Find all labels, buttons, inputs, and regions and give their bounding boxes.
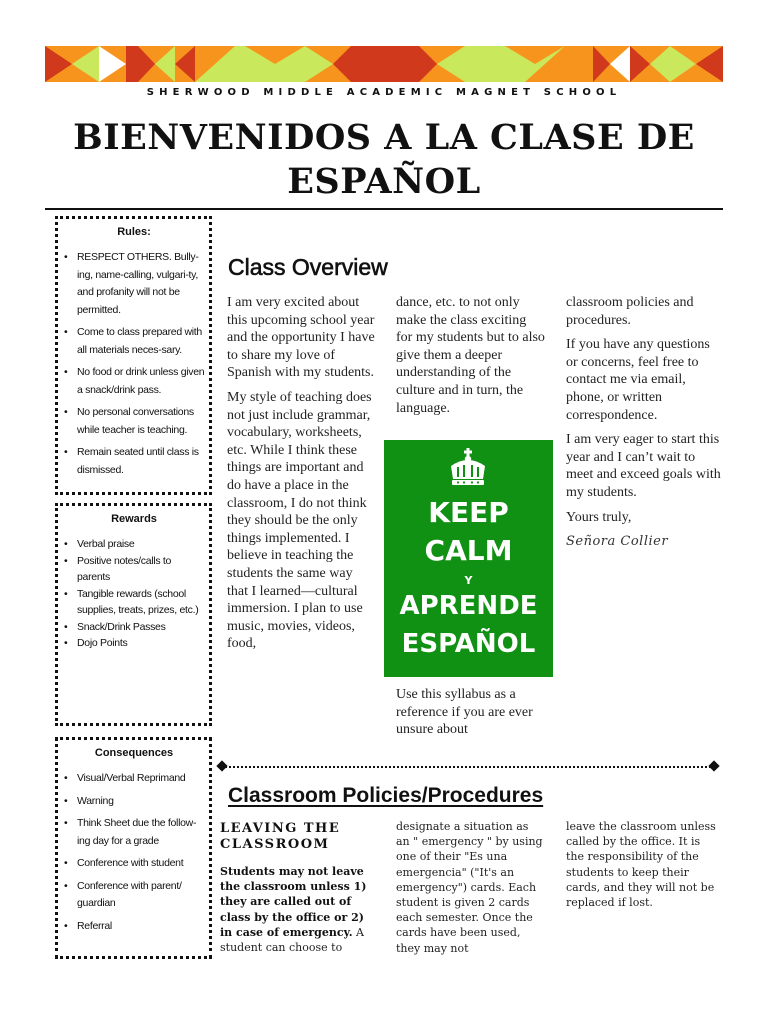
list-item: • Referral [63, 918, 205, 936]
overview-column-3 [566, 294, 722, 558]
overview-paragraph: My style of teaching does not just include grammar, vocabulary, worksheets, etc. While I think these things are important and do have a place in the classroom, I do not think they should be the only things implemented. I believe in teaching the students the same way that I learned—cultural immersion. I plan to use music, movies, videos, food, [227, 389, 372, 652]
policies-column-2: designate a situation as an " emergency " by using one of their "Es una emergencia" ("It's an emergency") cards. Each student is given 2 cards each semester. Once the cards have been used, they may not [396, 820, 543, 955]
list-item: • Warning [63, 793, 205, 811]
list-item: • Verbal praise [63, 536, 205, 553]
consequences-heading: Consequences [94, 747, 174, 759]
overview-paragraph: classroom policies and procedures. [566, 295, 694, 328]
rewards-heading: Rewards [111, 513, 157, 525]
list-item: • Snack/Drink Passes [63, 619, 205, 636]
rules-heading: Rules: [117, 226, 151, 238]
overview-paragraph: Yours truly, [566, 509, 632, 525]
list-item: • Conference with parent/ guardian [63, 878, 205, 913]
class-overview-heading: Class Overview [228, 254, 388, 280]
divider-diamond-right [708, 760, 719, 771]
school-name: SHERWOOD MIDDLE ACADEMIC MAGNET SCHOOL [146, 87, 622, 98]
list-item: • Visual/Verbal Reprimand [63, 770, 205, 788]
list-item: • Dojo Points [63, 635, 205, 652]
page-title [40, 116, 728, 204]
list-item: • Conference with student [63, 855, 205, 873]
policy-text: A student can choose to [220, 925, 364, 955]
crown-icon [448, 448, 488, 490]
section-divider [218, 766, 718, 768]
page-title-line-2: ESPAÑOL [287, 161, 481, 202]
overview-column-2 [396, 294, 546, 424]
keep-calm-poster [384, 440, 553, 677]
consequences-list [63, 770, 205, 935]
policies-column-3: leave the classroom unless called by the office. It is the responsibility of the students to keep their cards, and they will not be replaced if lost. [566, 820, 716, 910]
overview-column-1 [227, 294, 377, 660]
list-item: • No food or drink unless given a snack/drink pass. [63, 364, 205, 399]
list-item: • Remain seated until class is dismissed. [63, 444, 205, 479]
list-item: • Think Sheet due the follow-ing day for a grade [63, 815, 205, 850]
overview-column-2-bottom [396, 686, 546, 746]
overview-paragraph: If you have any questions or concerns, feel free to contact me via email, phone, or written correspondence. [566, 337, 710, 423]
list-item: • Tangible rewards (school supplies, treats, prizes, etc.) [63, 586, 205, 619]
overview-paragraph: dance, etc. to not only make the class exciting for my students but to also give them a deeper understanding of the culture and in turn, the language. [396, 295, 545, 416]
poster-line-y: Y [464, 574, 473, 587]
page-title-line-1: BIENVENIDOS A LA CLASE DE [73, 117, 695, 158]
rules-box [55, 216, 212, 495]
leaving-classroom-subheading: LEAVING THE CLASSROOM [220, 821, 341, 852]
poster-line-calm: CALM [424, 534, 513, 567]
list-item: • RESPECT OTHERS. Bully-ing, name-calling, vulgari-ty, and profanity will not be permitted. [63, 249, 205, 319]
poster-line-keep: KEEP [428, 496, 509, 529]
poster-line-espanol: ESPAÑOL [401, 629, 536, 659]
list-item: • Positive notes/calls to parents [63, 553, 205, 586]
poster-line-aprende: APRENDE [399, 591, 538, 621]
rewards-list [63, 536, 205, 652]
rewards-box [55, 503, 212, 726]
decorative-banner [45, 46, 723, 82]
overview-paragraph: Use this syllabus as a reference if you are ever unsure about [396, 687, 533, 738]
list-item: • Come to class prepared with all materials neces-sary. [63, 324, 205, 359]
title-divider [45, 208, 723, 210]
signature: Señora Collier [566, 534, 669, 550]
rules-list [63, 249, 205, 479]
overview-paragraph: I am very eager to start this year and I can’t wait to meet and exceed goals with my students. [566, 432, 721, 500]
policies-column-1 [220, 864, 372, 955]
list-item: • No personal conversations while teacher is teaching. [63, 404, 205, 439]
policy-emphasis: Students may not leave the classroom unless 1) they are called out of class by the office or 2) in case of emergency. [220, 865, 367, 939]
classroom-policies-heading: Classroom Policies/Procedures [228, 784, 544, 807]
consequences-box [55, 737, 212, 959]
overview-paragraph: I am very excited about this upcoming school year and the opportunity I have to share my love of Spanish with my students. [227, 295, 375, 381]
